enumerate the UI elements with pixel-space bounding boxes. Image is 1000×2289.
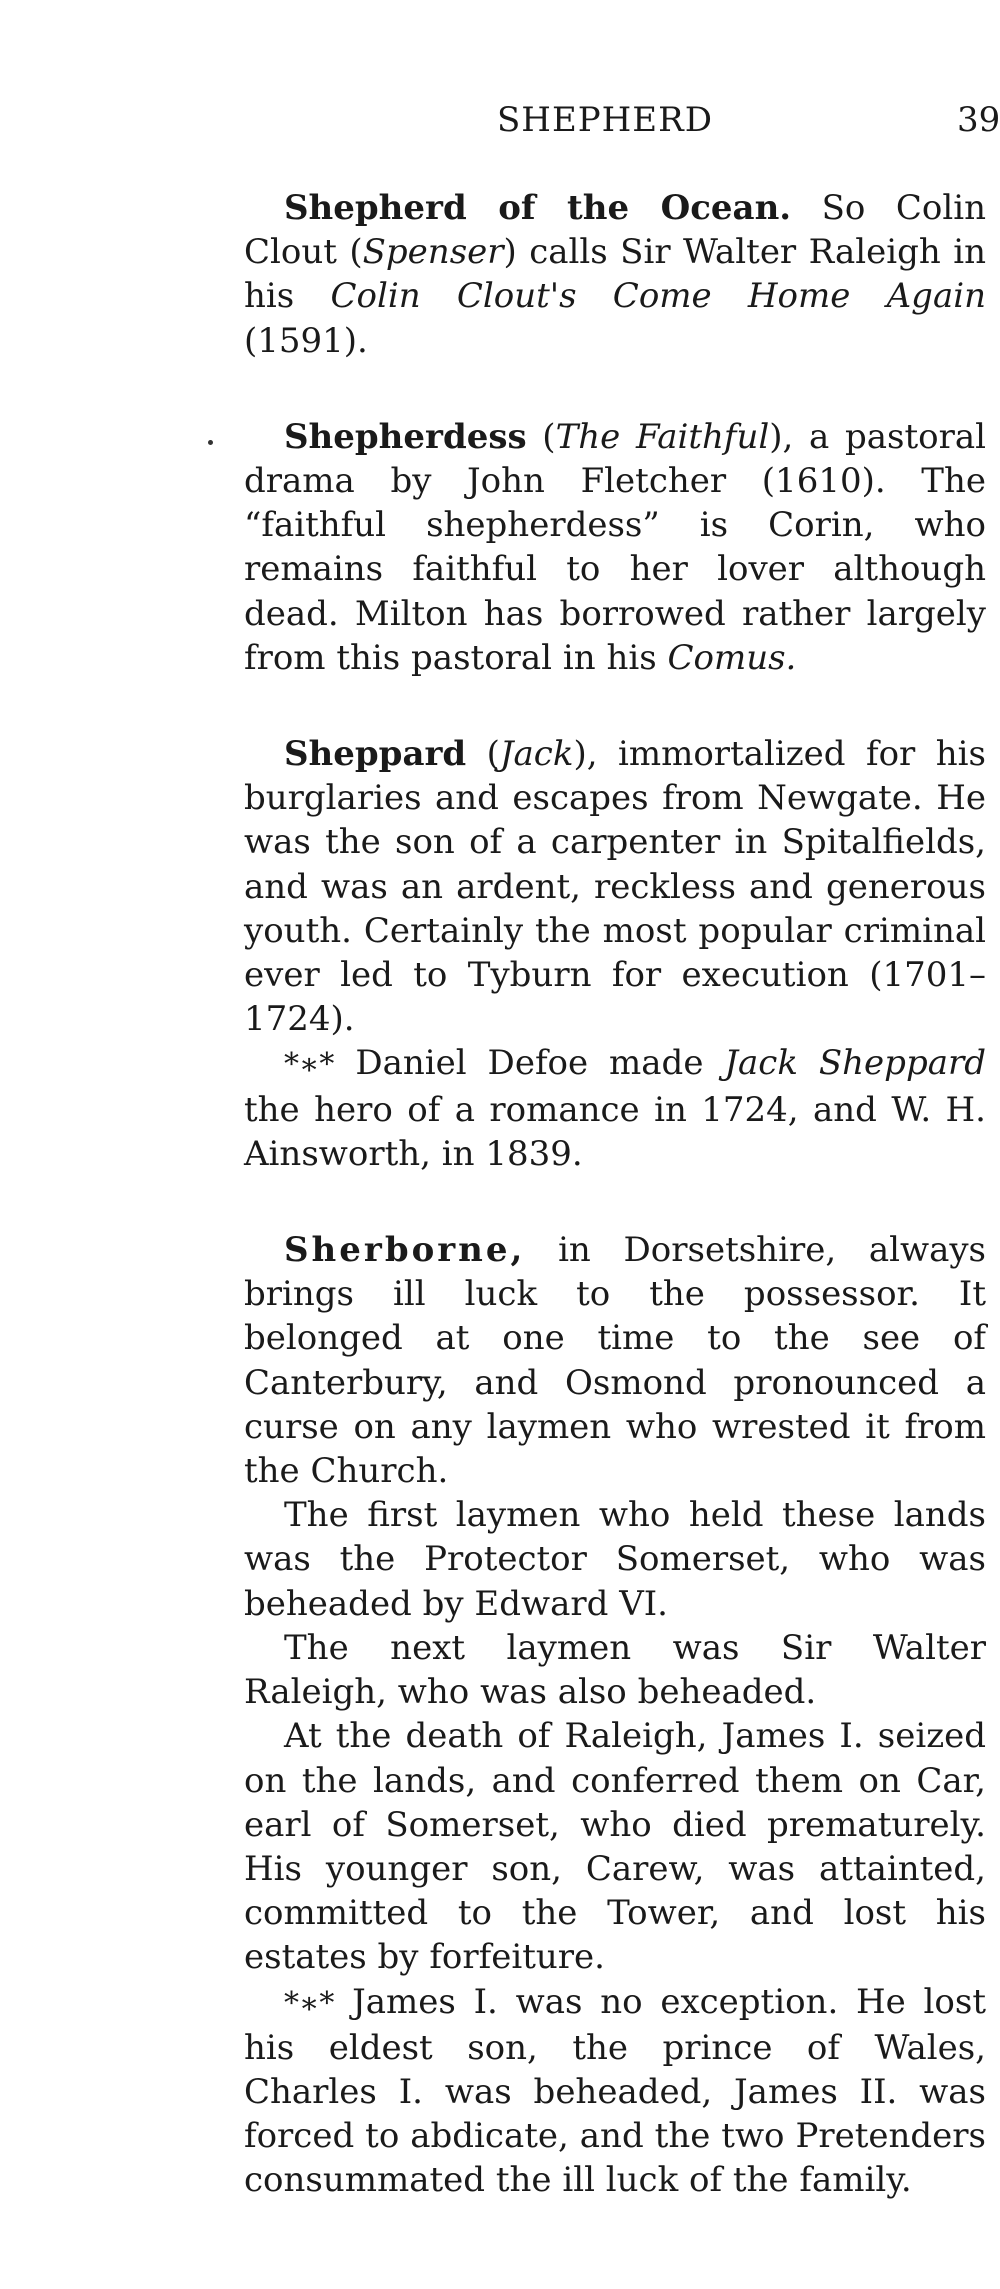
entry-shepherdess: [244, 415, 986, 680]
running-head: SHEPHERD: [497, 100, 713, 140]
headword: Shepherdess: [284, 416, 527, 457]
entry-text: James I. was no exception. He lost his eldest son, the prince of Wales, Charles I. was beheaded, James II. was forced to abdicate, and the two Pretenders consummated the ill luck of the family.: [244, 1981, 986, 2201]
entry-paragraph: [244, 732, 986, 1041]
entry-sheppard: [244, 732, 986, 1176]
italic-text: Jack: [499, 734, 574, 775]
entry-text: (1591).: [244, 320, 368, 361]
italic-text: Jack Sheppard: [724, 1043, 986, 1084]
page-number: 39: [957, 100, 1000, 140]
entry-text: (: [466, 734, 500, 775]
entry-text: (: [526, 416, 556, 457]
entry-paragraph: The next laymen was Sir Walter Raleigh, who was also beheaded.: [244, 1627, 986, 1713]
headword: Shepherd of the Ocean.: [284, 188, 792, 228]
entry-paragraph: [244, 186, 986, 363]
entry-paragraph: [244, 415, 986, 680]
italic-text: Comus.: [667, 637, 797, 678]
text-column: [244, 186, 986, 2255]
italic-text: Colin Clout's Come Home Again: [330, 276, 986, 317]
entry-note: [244, 1041, 986, 1176]
entry-text: in Dorsetshire, always brings ill luck to the possessor. It belonged at one time to the see of Canterbury, and Osmond pronounced a curse on any laymen who wrested it from the Church.: [244, 1230, 986, 1492]
entry-paragraph: At the death of Raleigh, James I. seized on the lands, and conferred them on Car, earl of Somerset, who died prematurely. His younger son, Carew, was attainted, committed to the Tower, and lost his estates by forfeiture.: [244, 1716, 986, 1978]
entry-note: [244, 1980, 986, 2203]
entry-text: the hero of a romance in 1724, and W. H. Ainsworth, in 1839.: [244, 1089, 986, 1174]
entry-paragraph: The first laymen who held these lands was the Protector Somerset, who was beheaded by Edward VI.: [244, 1495, 986, 1624]
entry-shepherd-of-the-ocean: [244, 186, 986, 363]
entry-text: ) calls Sir Walter Raleigh in his: [244, 232, 986, 317]
entry-paragraph: [244, 1228, 986, 1493]
asterism: *∗*: [284, 1985, 335, 2021]
asterism: *∗*: [284, 1047, 335, 1083]
stray-mark: [208, 440, 213, 445]
entry-text: So Colin Clout (: [244, 188, 986, 273]
headword: Sheppard: [284, 734, 467, 775]
entry-text: ), immortalized for his burglaries and escapes from Newgate. He was the son of a carpenter in Spitalfields, and was an ardent, reckless and generous youth. Certainly the most popular criminal ever led to Tyburn for execution (1701–1724).: [244, 734, 986, 1040]
entry-text: Daniel Defoe made: [334, 1043, 725, 1084]
entry-sherborne: [244, 1228, 986, 2202]
italic-text: The Faithful: [555, 416, 770, 457]
entry-text: ), a pastoral drama by John Fletcher (1610). The “faithful shepherdess” is Corin, who remains faithful to her lover although dead. Milton has borrowed rather largely from this pastoral in his: [244, 416, 986, 678]
headword: Sherborne,: [284, 1230, 526, 1271]
italic-text: Spenser: [362, 232, 504, 273]
